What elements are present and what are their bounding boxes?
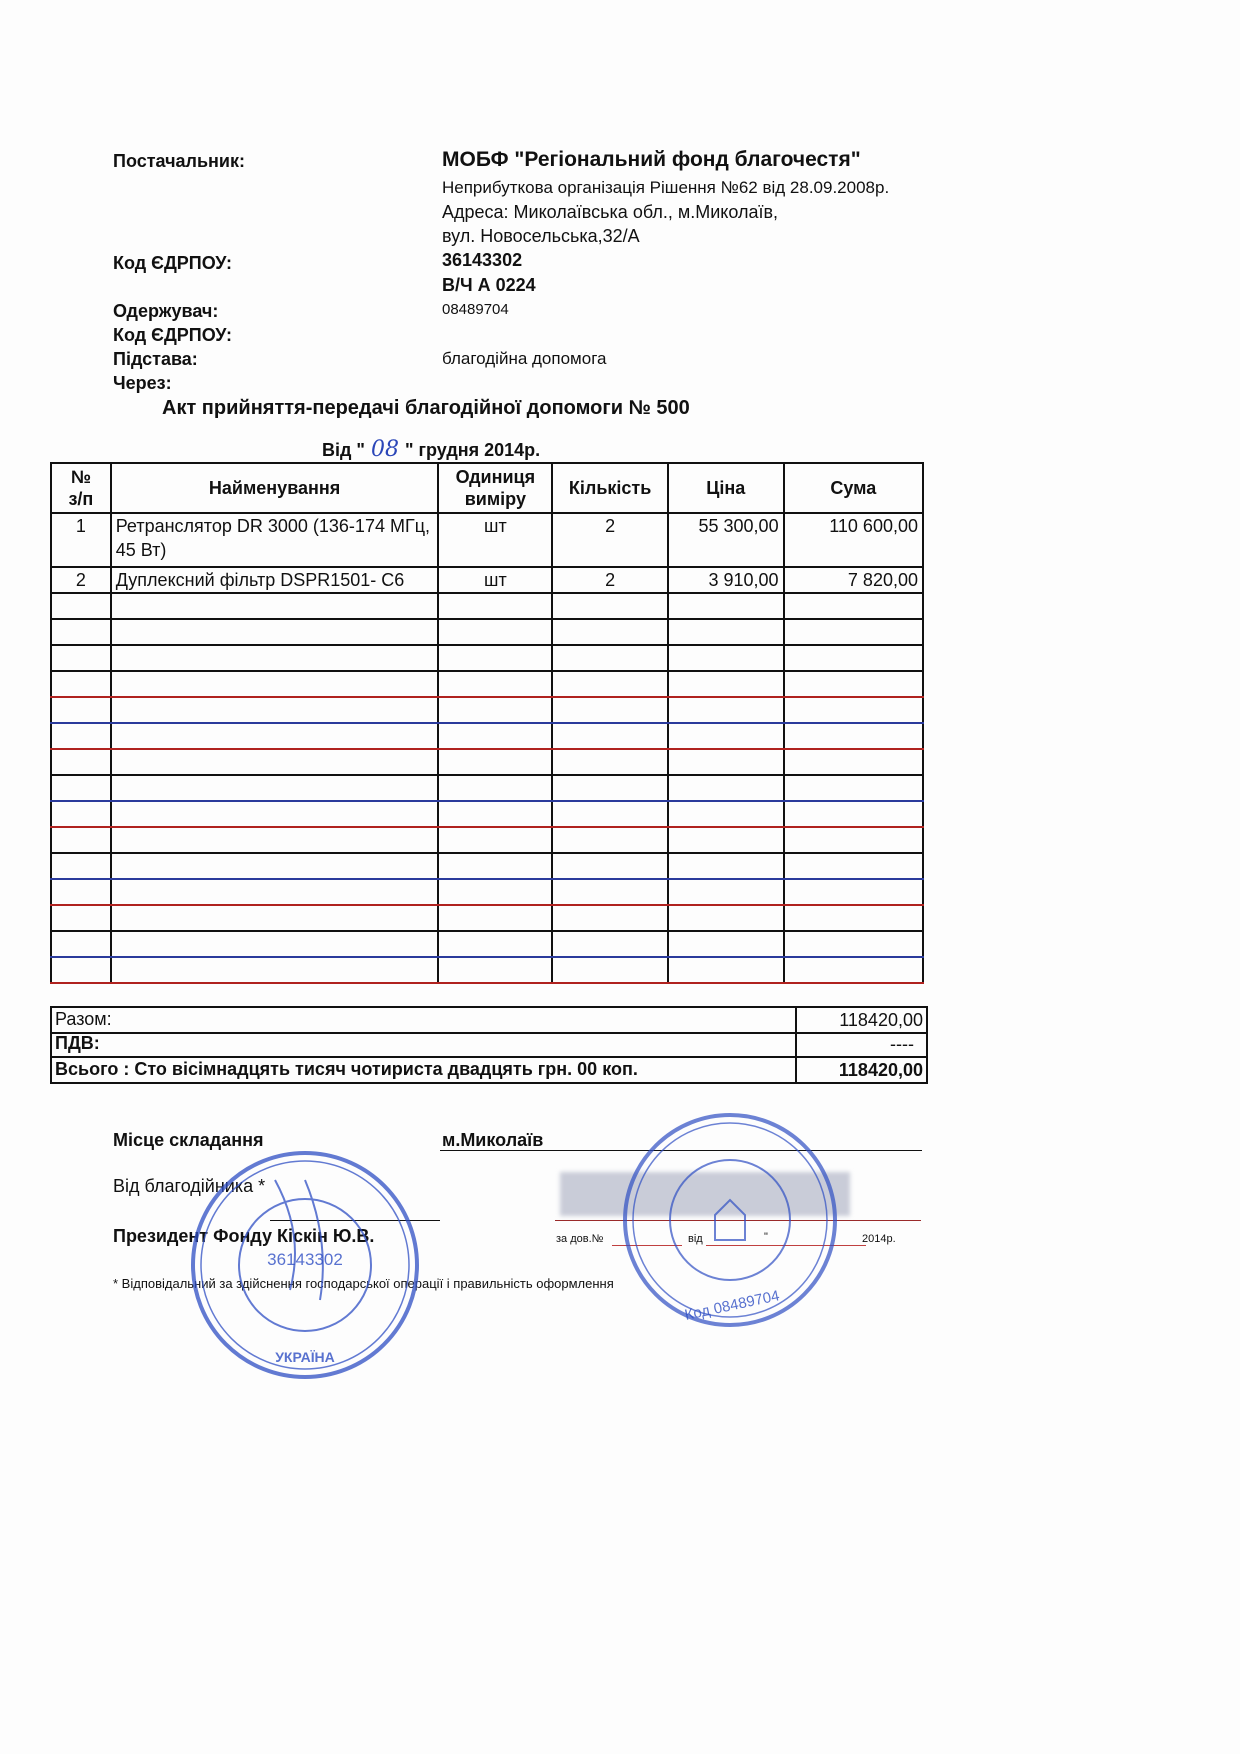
row-price: 55 300,00 — [668, 513, 784, 567]
president-label: Президент Фонду Кіскін Ю.В. — [113, 1226, 375, 1246]
subtotal-value: 118420,00 — [795, 1008, 926, 1032]
row-qty: 2 — [552, 567, 668, 593]
empty-row — [51, 749, 923, 775]
basis-value: благодійна допомога — [442, 349, 607, 368]
stamp-unit-code: Код 08489704 — [683, 1287, 781, 1324]
col-name-header: Найменування — [111, 463, 439, 513]
row-sum: 110 600,00 — [784, 513, 923, 567]
empty-row — [51, 619, 923, 645]
row-price: 3 910,00 — [668, 567, 784, 593]
row-unit: шт — [438, 513, 552, 567]
empty-row — [51, 879, 923, 905]
empty-row — [51, 827, 923, 853]
act-date-day: 08 — [365, 437, 405, 463]
pa-quote: " — [764, 1231, 768, 1243]
total-row — [50, 1058, 928, 1084]
subtotal-row — [50, 1006, 928, 1034]
row-sum: 7 820,00 — [784, 567, 923, 593]
empty-row — [51, 853, 923, 879]
foundation-stamp — [180, 1140, 430, 1390]
col-qty-header: Кількість — [552, 463, 668, 513]
vat-label: ПДВ: — [55, 1033, 100, 1053]
act-date — [322, 437, 540, 463]
recipient-label: Одержувач: — [113, 301, 219, 321]
total-label: Всього : Сто вісімнадцять тисяч чотириста двадцять грн. 00 коп. — [55, 1059, 638, 1079]
supplier-info-1: Неприбуткова організація Рішення №62 від 28.09.2008р. — [442, 178, 890, 197]
supplier-label: Постачальник: — [113, 151, 245, 171]
empty-row — [51, 697, 923, 723]
act-date-suffix: " грудня 2014р. — [404, 440, 541, 460]
row-name: Ретранслятор DR 3000 (136-174 МГц, 45 Вт) — [111, 513, 439, 567]
place-value: м.Миколаїв — [442, 1130, 544, 1150]
edrpou-label: Код ЄДРПОУ: — [113, 253, 233, 273]
row-num: 1 — [51, 513, 111, 567]
empty-row — [51, 957, 923, 983]
table-row — [51, 567, 923, 593]
subtotal-label: Разом: — [55, 1009, 112, 1029]
empty-row — [51, 931, 923, 957]
edrpou-value: 36143302 — [442, 250, 523, 270]
empty-row — [51, 593, 923, 619]
col-sum-header: Сума — [784, 463, 923, 513]
col-price-header: Ціна — [668, 463, 784, 513]
items-table — [50, 462, 924, 984]
via-label: Через: — [113, 373, 172, 393]
recipient-edrpou-label: Код ЄДРПОУ: — [113, 325, 233, 345]
place-label: Місце складання — [113, 1130, 264, 1150]
supplier-address-2: вул. Новосельська,32/А — [442, 226, 640, 246]
supplier-address-1: Адреса: Миколаївська обл., м.Миколаїв, — [442, 202, 779, 222]
vat-value: ---- — [795, 1032, 926, 1056]
stamp-country: УКРАЇНА — [275, 1349, 335, 1365]
total-value: 118420,00 — [795, 1058, 926, 1082]
row-num: 2 — [51, 567, 111, 593]
empty-row — [51, 671, 923, 697]
recipient-name: В/Ч А 0224 — [442, 275, 536, 295]
footnote: * Відповідальний за здійснення господарської операції і правильність оформлення — [113, 1276, 614, 1291]
table-row — [51, 513, 923, 567]
pa-from-label: від — [688, 1233, 703, 1245]
empty-row — [51, 801, 923, 827]
col-num-header: № з/п — [51, 463, 111, 513]
basis-label: Підстава: — [113, 349, 198, 369]
pa-year: 2014р. — [862, 1233, 896, 1245]
act-title: Акт прийняття-передачі благодійної допомоги № 500 — [162, 397, 690, 419]
row-qty: 2 — [552, 513, 668, 567]
power-of-attorney-label: за дов.№ — [556, 1233, 604, 1245]
empty-row — [51, 775, 923, 801]
vat-row — [50, 1032, 928, 1058]
supplier-name: МОБФ "Регіональний фонд благочестя" — [442, 148, 861, 171]
col-unit-header: Одиниця виміру — [438, 463, 552, 513]
empty-row — [51, 645, 923, 671]
stamp-code: 36143302 — [267, 1250, 343, 1269]
act-date-prefix: Від " — [322, 440, 365, 460]
table-header-row — [51, 463, 923, 513]
military-unit-stamp — [615, 1105, 845, 1335]
empty-row — [51, 905, 923, 931]
recipient-code: 08489704 — [442, 301, 509, 318]
empty-row — [51, 723, 923, 749]
donor-label: Від благодійника * — [113, 1176, 266, 1196]
row-unit: шт — [438, 567, 552, 593]
row-name: Дуплексний фільтр DSPR1501- C6 — [111, 567, 439, 593]
